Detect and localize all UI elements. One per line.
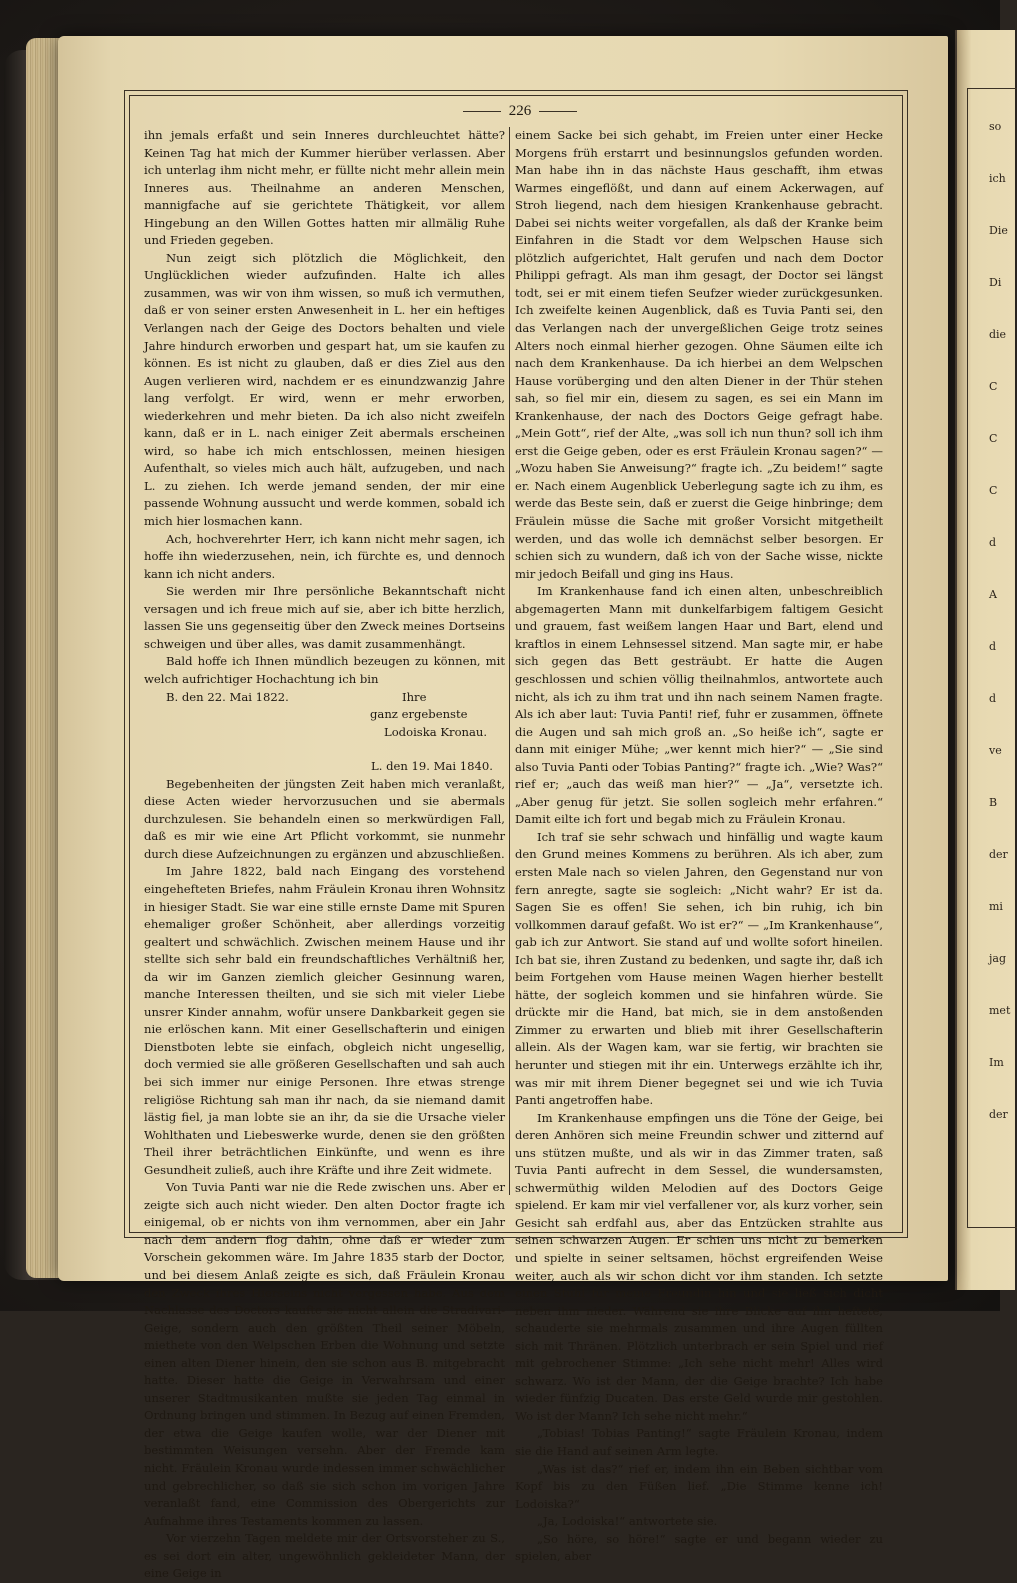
facing-page-fragment: Im bbox=[989, 1056, 1004, 1069]
header-rule-left bbox=[463, 111, 501, 112]
paragraph: Von Tuvia Panti war nie die Rede zwischen uns. Aber er zeigte sich auch nicht wieder. Den alten Doctor fragte ich einigemal, ob er nichts von ihm vernommen, aber ein Jahr nach dem andern flog dahin, ohne daß er wieder zum Vorschein gekommen wäre. Im Jahre 1835 starb der Doctor, und bei diesem Anlaß zeigte es sich, daß Fräulein Kronau den Zweck ihres Hierseins nicht vergessen habe. Aus dem Nachlasse des Doctors kaufte sie nicht allein die Stradivari-Geige, sondern auch den größten Theil seiner Möbeln, miethete von den Welpschen Erben die Wohnung und setzte einen alten Diener hinein, den sie schon aus B. mitgebracht hatte. Dieser hatte die Geige in Verwahrsam und einer unserer Stadtmusikanten mußte sie jeden Tag einmal in Ordnung bringen und stimmen. In Bezug auf einen Fremden, der etwa die Geige kaufen wolle, war der Diener mit bestimmten Weisungen versehn. Aber der Fremde kam nicht. Fräulein Kronau wurde indessen immer schwächlicher und gebrechlicher, so daß sie sich schon im vorigen Jahre veranlaßt fand, eine Commission des Obergerichts zur Aufnahme ihres Testaments kommen zu lassen. bbox=[144, 1180, 505, 1528]
facing-page-fragment: der bbox=[989, 848, 1008, 861]
paragraph: Ach, hochverehrter Herr, ich kann nicht mehr sagen, ich hoffe ihn wiederzusehen, nein, ich fürchte es, und dennoch kann ich nicht anders. bbox=[144, 531, 505, 581]
paragraph: Im Krankenhause empfingen uns die Töne der Geige, bei deren Anhören sich meine Freundin schwer und zitternd auf uns stützen mußte, und als wir in das Zimmer traten, saß Tuvia Panti aufrecht in dem Sessel, die wundersamsten, schwermüthig wilden Melodien auf des Doctors Geige spielend. Er kam mir viel verfallener vor, als kurz vorher, sein Gesicht sah erdfahl aus, aber das Entzücken strahlte aus seinen schwarzen Augen. Er schien uns nicht zu bemerken und spielte in seiner seltsamen, höchst ergreifenden Weise weiter, auch als wir schon dicht vor ihm standen. Ich setzte einen Stuhl für meine Freundin hin und sie ließ sich dicht neben ihm nieder. Während sie ihre Blicke auf ihn heftete, schauderte sie mehrmals zusammen und ihre Augen füllten sich mit Thränen. Plötzlich unterbrach er sein Spiel und rief mit gebrochener Stimme: „Ich sehe nicht mehr! Alles wird schwarz. Wo ist der Mann, der die Geige brachte? Ich habe wieder fünfzig Ducaten. Das erste Geld wurde mir gestohlen. Wo ist der Mann? Ich sehe nicht mehr.“ bbox=[515, 1110, 883, 1423]
paragraph: „Tobias! Tobias Panting!“ sagte Fräulein Kronau, indem sie die Hand auf seinen Arm legte. bbox=[515, 1426, 883, 1459]
left-column bbox=[144, 127, 505, 1581]
paragraph: Bald hoffe ich Ihnen mündlich bezeugen zu können, mit welch aufrichtiger Hochachtung ich bin bbox=[144, 654, 505, 686]
letter-date-row bbox=[144, 689, 505, 707]
facing-page-fragment: jag bbox=[989, 952, 1007, 965]
paragraph: „So höre, so höre!“ sagte er und begann wieder zu spielen, aber bbox=[515, 1531, 883, 1564]
page-number: 226 bbox=[508, 102, 532, 119]
facing-page-fragment: der bbox=[989, 1108, 1008, 1121]
facing-page-fragment: d bbox=[989, 640, 997, 653]
facing-page-fragment: C bbox=[989, 484, 998, 497]
paragraph: Nun zeigt sich plötzlich die Möglichkeit, den Unglücklichen wieder aufzufinden. Halte ich alles zusammen, was wir von ihm wissen, so muß ich vermuthen, daß er von seiner ersten Anwesenheit in L. her ein heftiges Verlangen nach der Geige des Doctors behalten und viele Jahre hindurch erworben und gespart hat, um sie kaufen zu können. Es ist nicht zu glauben, daß er dies Ziel aus den Augen verlieren wird, nachdem er es einundzwanzig Jahre lang verfolgt. Er wird, wenn er mehr erworben, wiederkehren und mehr bieten. Da ich also nicht zweifeln kann, daß er in L. nach einiger Zeit abermals erscheinen wird, so habe ich mich entschlossen, meinen hiesigen Aufenthalt, so vieles mich auch hält, aufzugeben, und nach L. zu ziehen. Ich werde jemand senden, der mir eine passende Wohnung aussucht und werde kommen, sobald ich mich hier losmachen kann. bbox=[144, 250, 505, 529]
facing-page-fragment: ich bbox=[989, 172, 1006, 185]
letter-closing-1: Ihre bbox=[402, 689, 427, 704]
facing-page-fragment: Die bbox=[989, 224, 1008, 237]
facing-page-fragment: C bbox=[989, 380, 998, 393]
facing-page-fragment: d bbox=[989, 536, 997, 549]
letter-closing-2: ganz ergebenste bbox=[370, 707, 468, 722]
facing-page-fragment: so bbox=[989, 120, 1002, 133]
facing-page-fragment: A bbox=[989, 588, 997, 601]
paragraph: einem Sacke bei sich gehabt, im Freien unter einer Hecke Morgens früh erstarrt und besinnungslos gefunden worden. Man habe ihn in das nächste Haus geschafft, ihm etwas Warmes eingeflößt, und dann auf einem Ackerwagen, auf Stroh liegend, nach dem hiesigen Krankenhause gebracht. Dabei sei nichts weiter vorgefallen, als daß der Kranke beim Einfahren in die Stadt vor dem Welpschen Hause sich plötzlich aufgerichtet, Halt gerufen und nach dem Doctor Philippi gefragt. Als man ihm gesagt, der Doctor sei längst todt, sei er mit einem tiefen Seufzer wieder zurückgesunken. Ich zweifelte keinen Augenblick, daß es Tuvia Panti sei, den das Verlangen nach der unvergeßlichen Geige trotz seines Alters noch einmal hierher gezogen. Ohne Säumen eilte ich nach dem Krankenhause. Da ich hierbei an dem Welpschen Hause vorüberging und den alten Diener in der Thür stehen sah, so fiel mir ein, diesem zu sagen, es sei ein Mann im Krankenhause, der nach des Doctors Geige gefragt habe. „Mein Gott“, rief der Alte, „was soll ich nun thun? soll ich ihm erst die Geige geben, oder es erst Fräulein Kronau sagen?“ — „Wozu haben Sie Anweisung?“ fragte ich. „Zu beidem!“ sagte er. Nach einem Augenblick Ueberlegung sagte ich zu ihm, es werde das Beste sein, daß er zuerst die Geige hinbringe; dem Fräulein müsse die Sache mit großer Vorsicht mitgetheilt werden, und das wolle ich demnächst selber besorgen. Er schien sich zu wundern, daß ich von der Sache wisse, nickte mir jedoch Beifall und ging ins Haus. bbox=[515, 128, 883, 581]
signature-row bbox=[144, 724, 505, 742]
facing-page-fragment: mi bbox=[989, 900, 1003, 913]
paragraph: Begebenheiten der jüngsten Zeit haben mich veranlaßt, diese Acten wieder hervorzusuchen und sie abermals durchzulesen. Sie behandeln einen so merkwürdigen Fall, daß es mir wie eine Art Pflicht vorkommt, sie nunmehr durch diese Aufzeichnungen zu ergänzen und abzuschließen. bbox=[144, 776, 505, 861]
facing-page-fragment: d bbox=[989, 692, 997, 705]
facing-page-fragment: C bbox=[989, 432, 998, 445]
paragraph: Sie werden mir Ihre persönliche Bekanntschaft nicht versagen und ich freue mich auf sie, aber ich bitte herzlich, lassen Sie uns gegenseitig über den Zweck meines Dortseins schweigen und über alles, was damit zusammenhängt. bbox=[144, 584, 505, 651]
facing-page-edge bbox=[955, 30, 1015, 1290]
closing-row bbox=[144, 706, 505, 724]
paragraph: Ich traf sie sehr schwach und hinfällig und wagte kaum den Grund meines Kommens zu berühren. Als ich aber, zum ersten Male nach so vielen Jahren, den Gegenstand nur von fern anregte, sagte sie sogleich: „Nicht wahr? Er ist da. Sagen Sie es offen! Sie sehen, ich bin ruhig, ich bin vollkommen darauf gefaßt. Wo ist er?“ — „Im Krankenhause“, gab ich zur Antwort. Sie stand auf und wollte sofort hineilen. Ich bat sie, ihren Zustand zu bedenken, und sagte ihr, daß ich beim Fortgehen vom Hause meinen Wagen hierher bestellt hätte, der sogleich kommen und sie hinfahren würde. Sie drückte mir die Hand, bat mich, sie in dem anstoßenden Zimmer zu erwarten und blieb mit ihrer Gesellschafterin allein. Als der Wagen kam, war sie fertig, wir brachten sie herunter und stiegen mit ihr ein. Unterwegs erzählte ich ihr, was mir mit ihrem Diener begegnet sei und wie ich Tuvia Panti angetroffen habe. bbox=[515, 829, 883, 1108]
paragraph: Im Jahre 1822, bald nach Eingang des vorstehend eingehefteten Briefes, nahm Fräulein Kronau ihren Wohnsitz in hiesiger Stadt. Sie war eine stille ernste Dame mit Spuren ehemaliger großer Schönheit, aber allerdings vorzeitig gealtert und schwächlich. Zwischen meinem Hause und ihr stellte sich sehr bald ein freundschaftliches Verhältniß her, da wir im Ganzen ziemlich gleicher Gesinnung waren, manche Interessen theilten, und sie sich mit vieler Liebe unsrer Kinder annahm, wofür unsere Dankbarkeit gegen sie nie erlöschen kann. Mit einer Gesellschafterin und einigen Dienstboten lebte sie einfach, obgleich nicht ungesellig, doch vermied sie alle größeren Gesellschaften und sah auch bei sich immer nur einige Personen. Ihre etwas strenge religiöse Richtung sah man ihr nach, da sie niemand damit lästig fiel, ja man lobte sie an ihr, da sie die Ursache vieler Wohlthaten und Liebeswerke wurde, denen sie den größten Theil ihrer beträchtlichen Einkünfte, und wenn es ihre Gesundheit zuließ, auch ihre Kräfte und ihre Zeit widmete. bbox=[144, 864, 505, 1177]
paragraph: Im Krankenhause fand ich einen alten, unbeschreiblich abgemagerten Mann mit dunkelfarbigem faltigem Gesicht und grauem, fast weißem langen Haar und Bart, elend und kraftlos in einem Lehnsessel sitzend. Man sagte mir, er habe sich gegen das Bett gesträubt. Er hatte die Augen geschlossen und schien völlig theilnahmlos, antwortete auch nicht, als ich zu ihm trat und ihn nach seinem Namen fragte. Als ich aber laut: Tuvia Panti! rief, fuhr er zusammen, öffnete die Augen und sah mich groß an. „So heiße ich“, sagte er dann mit einiger Mühe; „wer kennt mich hier?“ — „Sie sind also Tuvia Panti oder Tobias Panting?“ fragte ich. „Wie? Was?“ rief er; „auch das weiß man hier?“ — „Ja“, versetzte ich. „Aber genug für jetzt. Sie sollen sogleich mehr erfahren.“ Damit eilte ich fort und begab mich zu Fräulein Kronau. bbox=[515, 584, 883, 827]
column-divider bbox=[509, 127, 510, 1195]
paragraph: ihn jemals erfaßt und sein Inneres durchleuchtet hätte? Keinen Tag hat mich der Kummer hierüber verlassen. Aber ich unterlag ihm nicht mehr, er füllte nicht mehr allein mein Inneres aus. Theilnahme an anderen Menschen, mannigfache auf sie gerichtete Thätigkeit, vor allem Hingebung an den Willen Gottes hatten mir allmälig Ruhe und Frieden gegeben. bbox=[144, 128, 505, 248]
facing-page-fragment: die bbox=[989, 328, 1007, 341]
page-header bbox=[430, 100, 610, 122]
letter-place-date: B. den 22. Mai 1822. bbox=[166, 689, 289, 704]
paragraph: „Was ist das?“ rief er, indem ihn ein Beben sichtbar vom Kopf bis zu den Füßen lief. „Die Stimme kenne ich! Lodoiska?“ bbox=[515, 1461, 883, 1511]
paragraph: Vor vierzehn Tagen meldete mir der Ortsvorsteher zu S., es sei dort ein alter, ungewöhnlich gekleideter Mann, der eine Geige in bbox=[144, 1531, 505, 1581]
facing-page-fragment: B bbox=[989, 796, 998, 809]
facing-page-fragment: ve bbox=[989, 744, 1002, 757]
paragraph: „Ja, Lodoiska!“ antwortete sie. bbox=[537, 1514, 718, 1529]
dateline: L. den 19. Mai 1840. bbox=[371, 759, 493, 774]
facing-page-fragment: met bbox=[989, 1004, 1011, 1017]
letter-signature: Lodoiska Kronau. bbox=[384, 724, 488, 739]
facing-page-fragment: Di bbox=[989, 276, 1002, 289]
right-column bbox=[515, 127, 883, 1564]
header-rule-right bbox=[539, 111, 577, 112]
